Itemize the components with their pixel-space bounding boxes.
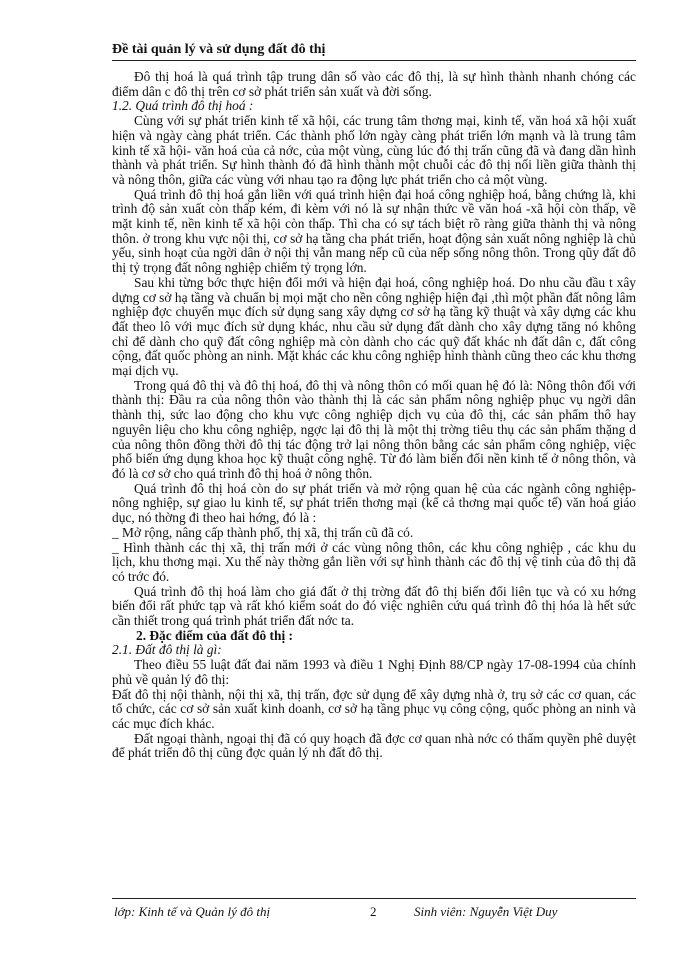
footer-student-label: Sinh viên: Nguyễn Việt Duy — [414, 904, 558, 919]
bullet-expand-cities: _ Mở rộng, nâng cấp thành phố, thị xã, thị trấn cũ đã có. — [112, 524, 414, 540]
paragraph-land-price: Quá trình đô thị hoá làm cho giá đất ở thị trờng đất đô thị biến đổi liên tục và có xu hớng biến đổi rất phức tạp và rất khó kiểm soát do đó việc nghiên cứu quá trình đô thị hóa là hết sức cần thiết trong quá trình phát triển đất nớc ta. — [112, 583, 636, 629]
paragraph-industrialization: Quá trình đô thị hoá gắn liền với quá trình hiện đại hoá công nghiệp hoá, bằng chứng là, khi trình độ sản xuất còn thấp kém, đi kèm với nó là sự nhận thức về văn hoá -xã hội còn thấp, về mặt kinh tế, nền kinh tế xã hội còn thấp. Thì cha có sự tách biệt rõ ràng giữa thành thị và nông thôn. ở trong khu vực nội thị, cơ sở hạ tầng cha phát triển, hoạt động sản xuất nông nghiệp là chủ yếu, sinh hoạt của ngời dân ở nội thị vẫn mang nếp cũ của nếp sống nông thôn. Trong qũy đất đô thị tỷ trọng đất nông nghiệp chiếm tỷ trọng lớn. — [112, 186, 636, 276]
footer-divider — [112, 898, 636, 899]
paragraph-land-law: Theo điều 55 luật đất đai năm 1993 và điều 1 Nghị Định 88/CP ngày 17-08-1994 của chính phủ về quản lý đô thị: — [112, 657, 636, 687]
paragraph-urban-rural-relation: Trong quá đô thị và đô thị hoá, đô thị và nông thôn có mối quan hệ đó là: Nông thôn đối với thành thị: Đầu ra của nông thôn vào thành thị là các sản phẩm nông nghiệp phục vụ ngời dân thành thị, sức lao động cho khu vực công nghiệp dịch vụ của đô thị, các sản phẩm thô hay nguyên liệu cho khu công nghiệp, ngợc lại đô thị là một thị trờng tiêu thụ các sản phẩm thặng d của nông thôn đồng thời đô thị tác động trở lại nông thôn bằng các sản phẩm công nghiệp, việc phổ biến ứng dụng khoa học kỹ thuật công nghệ. Từ đó làm biến đổi nền kinh tế ở nông thôn, và đó là cơ sở cho quá trình đô thị hoá ở nông thôn. — [112, 377, 636, 481]
paragraph-suburban-land: Đất ngoại thành, ngoại thị đã có quy hoạch đã đợc cơ quan nhà nớc có thẩm quyền phê duyệt để phát triển đô thị cũng đợc quản lý nh đất đô thị. — [112, 730, 636, 761]
footer-class-label: lớp: Kinh tế và Quản lý đô thị — [114, 904, 271, 919]
header-divider — [112, 60, 636, 61]
paragraph-modernization: Sau khi từng bớc thực hiện đổi mới và hiện đại hoá, công nghiệp hoá. Do nhu cầu đầu t xây dựng cơ sở hạ tầng và chuẩn bị mọi mặt cho nền công nghiệp hiện đại ,thì một phần đất nông lâm nghiệp đợc chuyển mục đích sử dụng sang xây dựng cơ sở hạ tầng kỹ thuật và xây dựng các khu đất theo lô với mục đích sử dụng khác, nhu cầu sử dụng đất dành cho xây dựng tăng nó không chỉ để dành cho quỹ đất công nghiệp mà còn dành cho các quỹ đất khác nh đất dân c, đất công cộng, đất quốc phòng an ninh. Mặt khác các khu công nghiệp hình thành cũng theo các khu thơng mại dịch vụ. — [112, 274, 636, 379]
paragraph-expansion-trends: Quá trình đô thị hoá còn do sự phát triển và mở rộng quan hệ của các ngành công nghiệp-nông nghiệp, sự giao lu kinh tế, sự phát triển thơng mại (kể cả thơng mại quốc tế) văn hoá giáo dục, nó thờng đi theo hai hớng, đó là : — [112, 480, 636, 526]
heading-2-1: 2.1. Đất đô thị là gì: — [112, 642, 222, 658]
paragraph-inner-city-land: Đất đô thị nội thành, nội thị xã, thị trấn, đợc sử dụng để xây dựng nhà ở, trụ sở các cơ quan, các tổ chức, các cơ sở sản xuất kinh doanh, cơ sở hạ tầng phục vụ công cộng, quốc phòng an ninh và các mục đích khác. — [112, 686, 636, 731]
document-header-title: Đề tài quản lý và sử dụng đất đô thị — [112, 42, 326, 57]
page-number: 2 — [370, 904, 377, 919]
heading-1-2: 1.2. Quá trình đô thị hoá : — [112, 98, 254, 114]
bullet-new-towns: _ Hình thành các thị xã, thị trấn mới ở các vùng nông thôn, các khu công nghiệp , các khu du lịch, khu thơng mại. Xu thế này thờng gắn liền với sự hình thành các đô thị vệ tinh của đô thị đã có trớc đó. — [112, 539, 636, 584]
document-body — [112, 70, 636, 761]
paragraph-urbanization-definition: Đô thị hoá là quá trình tập trung dân số vào các đô thị, là sự hình thành nhanh chóng các điểm dân c đô thị trên cơ sở phát triển sản xuất và đời sống. — [112, 69, 636, 99]
paragraph-economic-development: Cùng với sự phát triển kinh tế xã hội, các trung tâm thơng mại, kinh tế, văn hoá xã hội xuất hiện và ngày càng phát triển. Các thành phố lớn ngày càng phát triển lớn mạnh và là trung tâm kinh tế xã hội- văn hoá của cả nớc, của một vùng, cùng lúc đó thị trấn cũng đã và đang dần hình thành và phát triển. Sự hình thành đó đã hình thành một chuỗi các đô thị nối liền giữa thành thị và nông thôn, giữa các vùng với nhau tạo ra động lực phát triển cho cả một vùng. — [112, 113, 636, 187]
heading-2: 2. Đặc điểm của đất đô thị : — [136, 627, 293, 643]
